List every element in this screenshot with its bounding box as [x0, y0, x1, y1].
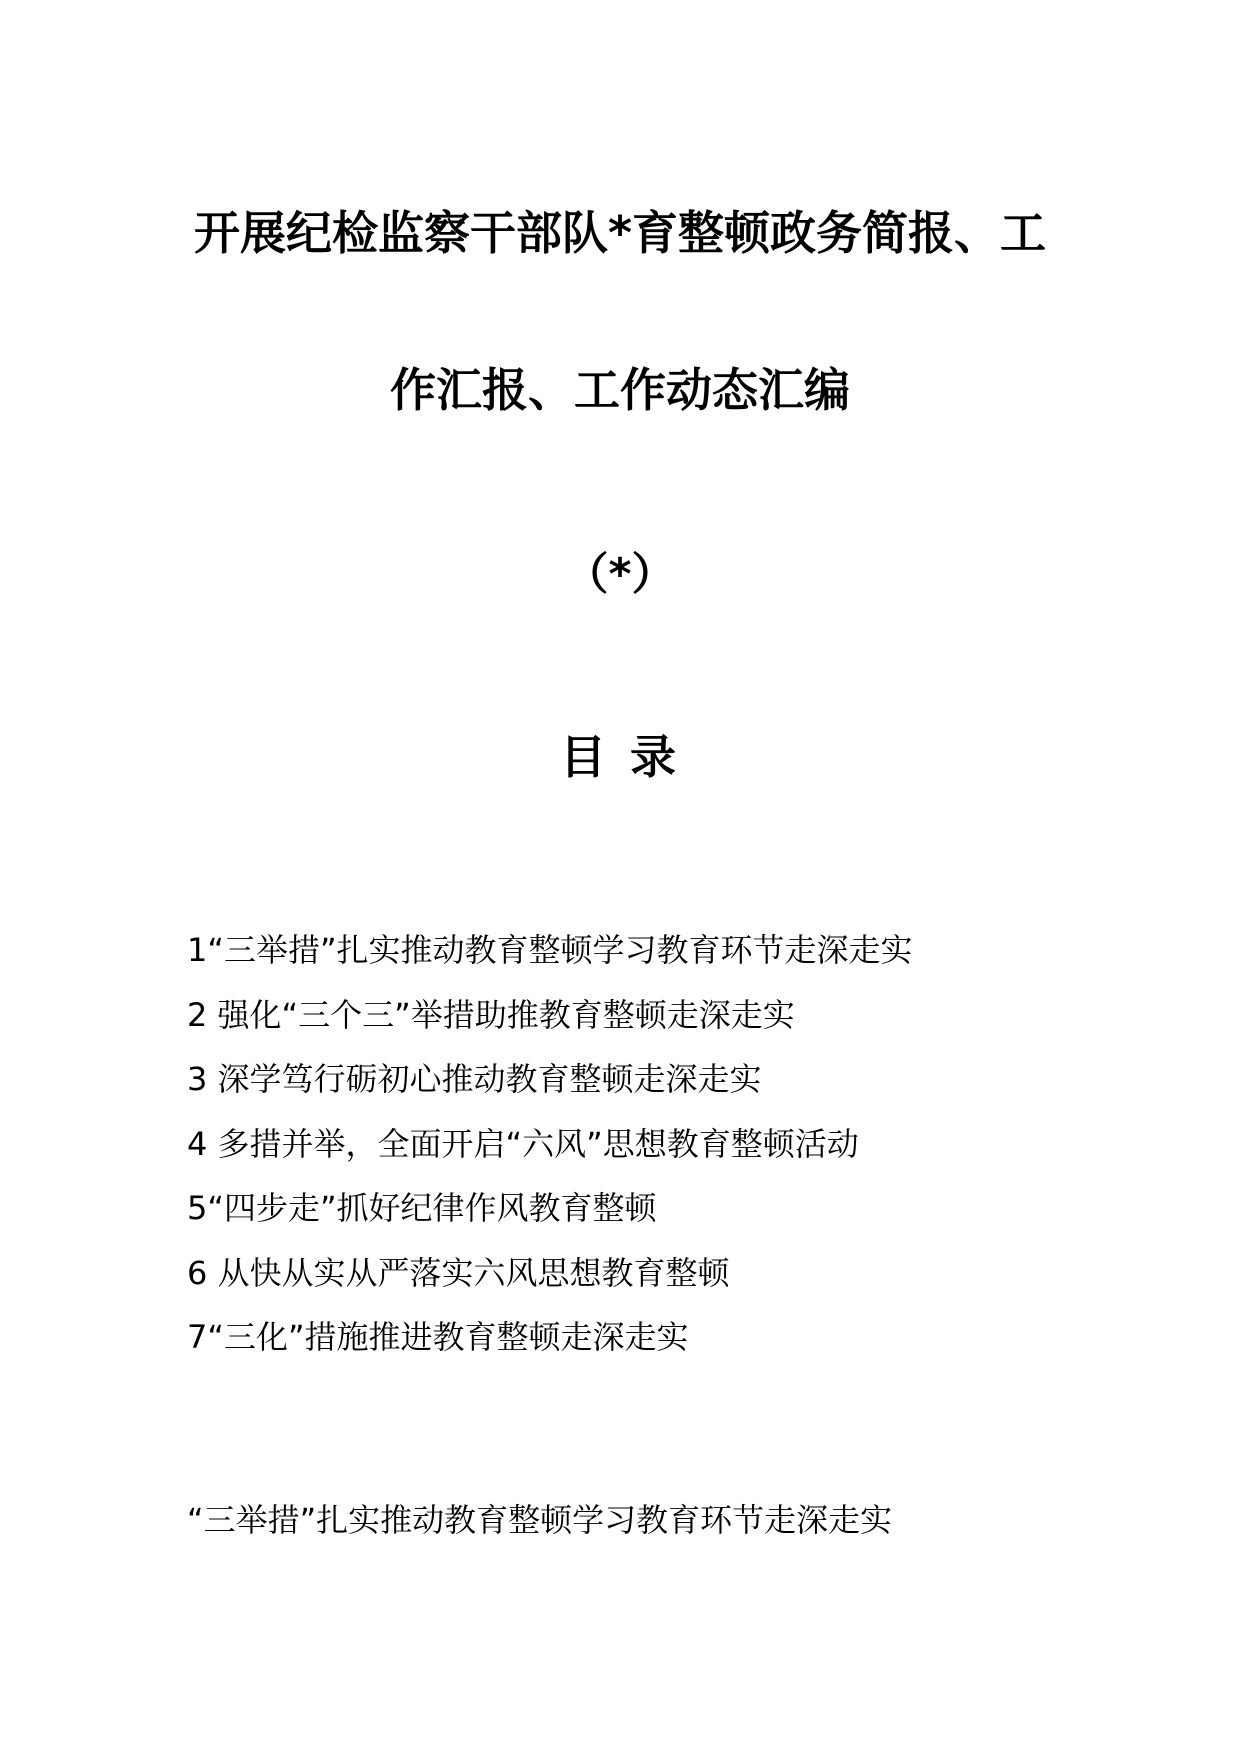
- document-subtitle: （*）: [564, 549, 676, 600]
- document-title-line-1: 开展纪检监察干部队*育整顿政务简报、工: [193, 206, 1047, 260]
- toc-item: 6 从快从实从严落实六风思想教育整顿: [187, 1253, 730, 1292]
- document-title-line-2: 作汇报、工作动态汇编: [390, 363, 850, 417]
- toc-item: 3 深学笃行砺初心推动教育整顿走深走实: [187, 1060, 762, 1098]
- toc-item: 7“三化”措施推进教育整顿走深走实: [187, 1318, 689, 1356]
- toc-item: 1“三举措”扎实推动教育整顿学习教育环节走深走实: [187, 931, 913, 969]
- toc-item: 4 多措并举，全面开启“六风”思想教育整顿活动: [187, 1124, 859, 1163]
- toc-list: [187, 918, 913, 1370]
- toc-item: 2 强化“三个三”举措助推教育整顿走深走实: [187, 995, 795, 1034]
- toc-item: 5“四步走”抓好纪律作风教育整顿: [187, 1189, 657, 1227]
- section-heading: “三举措”扎实推动教育整顿学习教育环节走深走实: [187, 1501, 893, 1539]
- toc-heading: 目 录: [559, 730, 680, 784]
